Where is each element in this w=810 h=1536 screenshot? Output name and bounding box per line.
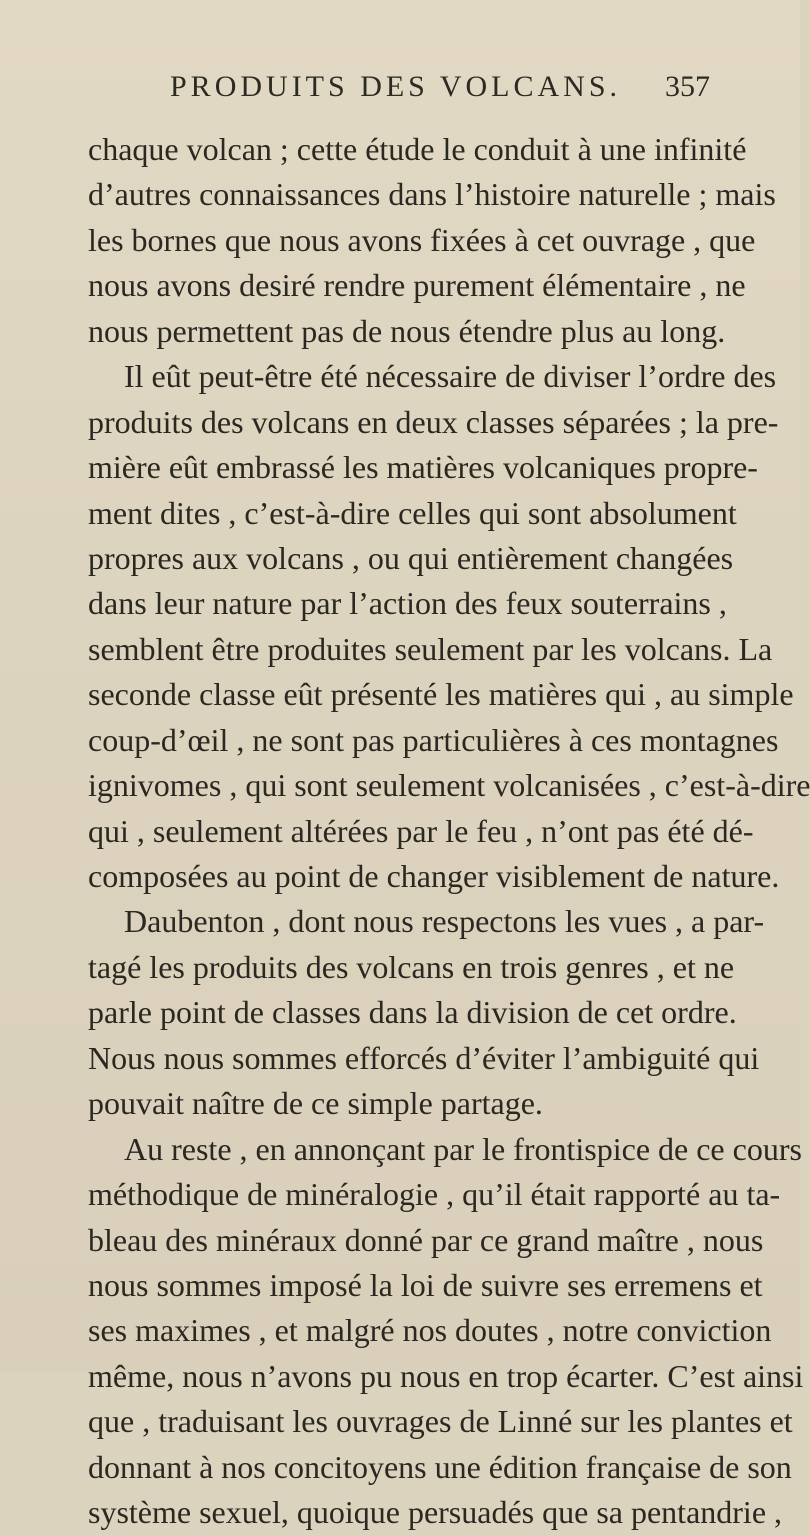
text-line: nous permettent pas de nous étendre plus au long. [88, 312, 726, 349]
text-line: seconde classe eût présenté les matières qui , au simple [88, 676, 794, 713]
text-line: Au reste , en annonçant par le frontispice de ce cours [124, 1130, 802, 1167]
body-text [88, 127, 810, 1536]
text-line: ignivomes , qui sont seulement volcanisées , c’est-à-dire [88, 767, 810, 804]
running-title: PRODUITS DES VOLCANS. [170, 70, 622, 103]
text-line: d’autres connaissances dans l’histoire naturelle ; mais [88, 176, 776, 213]
text-line: pouvait naître de ce simple partage. [88, 1085, 543, 1122]
text-line: les bornes que nous avons fixées à cet ouvrage , que [88, 221, 756, 258]
text-line: nous avons desiré rendre purement élémentaire , ne [88, 267, 746, 304]
text-line: tagé les produits des volcans en trois genres , et ne [88, 948, 735, 985]
text-line: coup-d’œil , ne sont pas particulières à ces montagnes [88, 721, 779, 758]
text-line: donnant à nos concitoyens une édition française de son [88, 1448, 792, 1485]
text-line: dans leur nature par l’action des feux souterrains , [88, 585, 727, 622]
text-line: Il eût peut-être été nécessaire de diviser l’ordre des [124, 358, 777, 395]
text-line: ses maximes , et malgré nos doutes , notre conviction [88, 1312, 772, 1349]
text-line: système sexuel, quoique persuadés que sa pentandrie , [88, 1494, 783, 1531]
text-line: composées au point de changer visiblement de nature. [88, 858, 780, 894]
text-line: chaque volcan ; cette étude le conduit à une infinité [88, 131, 747, 167]
text-line: bleau des minéraux donné par ce grand maître , nous [88, 1221, 764, 1258]
text-line: Daubenton , dont nous respectons les vues , a par- [124, 903, 765, 940]
text-line: propres aux volcans , ou qui entièrement changées [88, 539, 734, 576]
text-line: qui , seulement altérées par le feu , n’ont pas été dé- [88, 812, 754, 849]
text-line: nous sommes imposé la loi de suivre ses erremens et [88, 1266, 763, 1303]
page-header [170, 70, 710, 114]
text-line: Nous nous sommes efforcés d’éviter l’ambiguité qui [88, 1039, 760, 1076]
text-line: mière eût embrassé les matières volcaniques propre- [88, 449, 758, 486]
text-line: parle point de classes dans la division de cet ordre. [88, 994, 737, 1031]
text-line: même, nous n’avons pu nous en trop écarter. C’est ainsi [88, 1357, 804, 1394]
page-number: 357 [665, 70, 710, 103]
text-line: semblent être produites seulement par les volcans. La [88, 630, 773, 667]
text-line: ment dites , c’est-à-dire celles qui sont absolument [88, 494, 737, 531]
text-line: méthodique de minéralogie , qu’il était rapporté au ta- [88, 1176, 781, 1213]
text-line: que , traduisant les ouvrages de Linné sur les plantes et [88, 1403, 793, 1440]
text-line: produits des volcans en deux classes séparées ; la pre- [88, 403, 779, 440]
